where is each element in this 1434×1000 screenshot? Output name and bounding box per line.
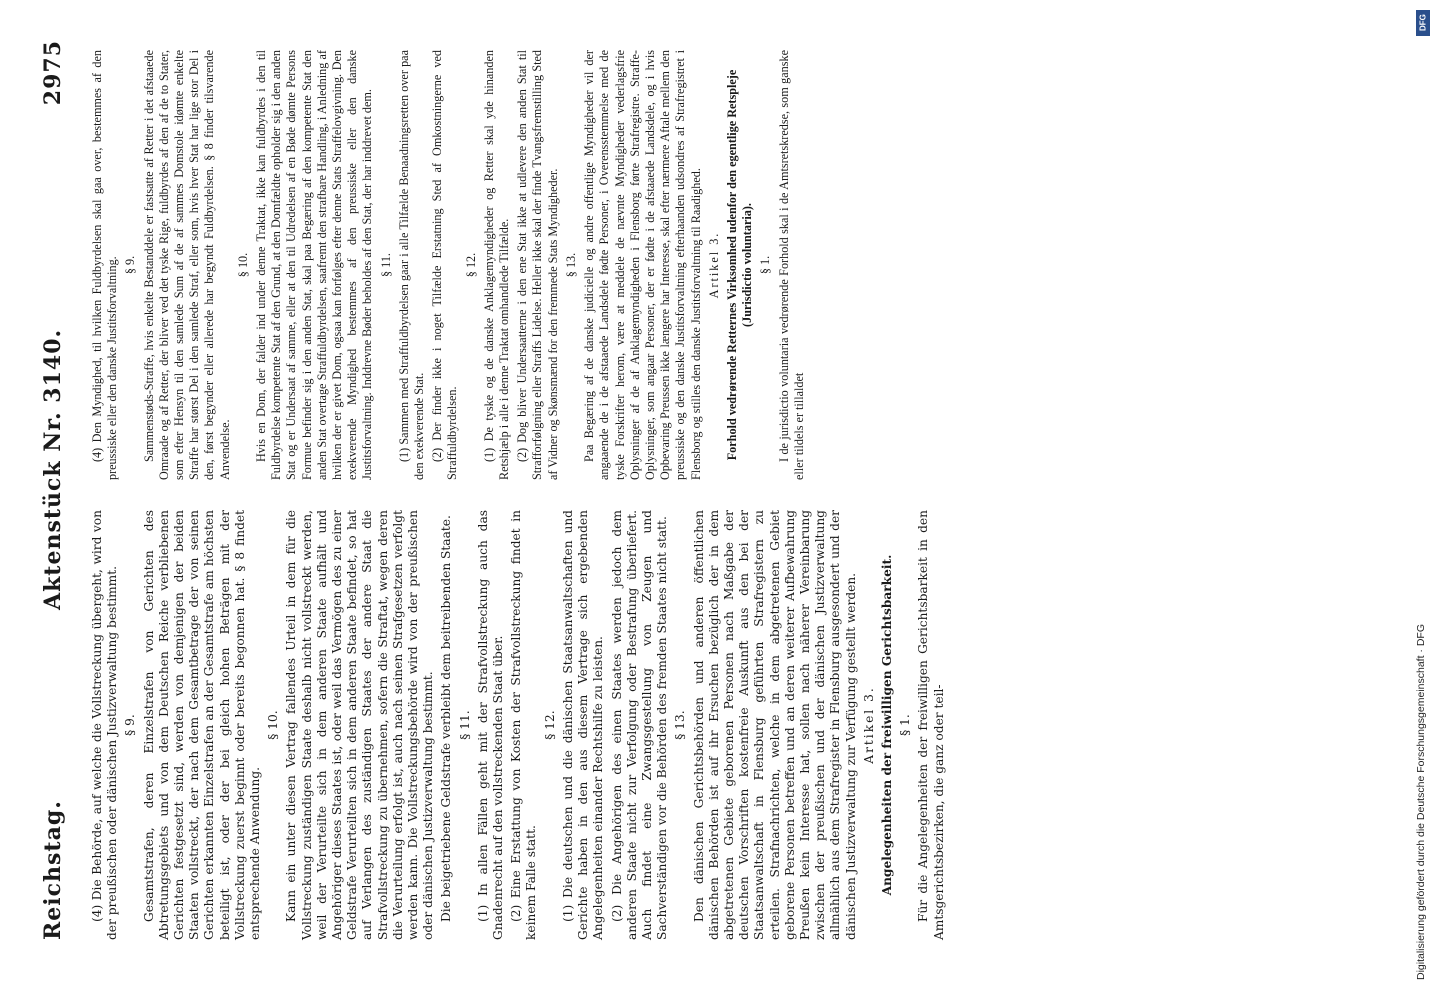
danish-column — [90, 50, 810, 480]
danish-paragraph: (4) Den Myndighed, til hvilken Fuldbyrdelsen skal gaa over, bestemmes af den preussiske eller den danske Justitsforvaltning. — [90, 50, 120, 480]
german-paragraph: Kann ein unter diesen Vertrag fallendes Urteil in dem für die Vollstreckung zuständigen Staate deshalb nicht vollstreckt werden, weil der Verurteilte sich in dem anderen Staate aufhält und Angehöriger dieses Staates ist, oder weil das Vermögen des zu einer Geldstrafe Verurteilten sich in dem anderen Staate befindet, so hat auf Verlangen des zuständigen Staates der andere Staat die Strafvollstreckung zu übernehmen, sofern die Straftat, wegen deren die Verurteilung erfolgt ist, auch nach seinen Strafgesetzen verfolgt werden kann. Die Vollstreckungsbehörde wird von der preußischen oder dänischen Justizverwaltung bestimmt. — [284, 510, 436, 940]
german-paragraph: Für die Angelegenheiten der freiwilligen Gerichtsbarkeit in den Amtsgerichtsbezirken, die ganz oder teil- — [916, 510, 946, 940]
german-section-heading: § 1. — [898, 714, 913, 736]
danish-section-heading: § 10. — [235, 252, 250, 278]
german-paragraph: Gesamtstrafen, deren Einzelstrafen von Gerichten des Abtretungsgebiets und von dem Deutschen Reiche verbliebenen Gerichten festgesetzt sind, werden von demjenigen der beiden Staaten vollstreckt, der nach dem Gesamtbetrage der von seinen Gerichten erkannten Einzelstrafen an der Gesamtstrafe am höchsten beteiligt ist, oder der bei gleich hohen Beträgen mit der Vollstreckung zuerst beginnt oder bereits begonnen hat. § 8 findet entsprechende Anwendung. — [141, 510, 263, 940]
german-paragraph: (1) Die deutschen und die dänischen Staatsanwaltschaften und Gerichte haben in den aus diesem Vertrage sich ergebenden Angelegenheiten einander Rechtshilfe zu leisten. — [560, 510, 606, 940]
german-section-heading: § 12. — [542, 710, 557, 740]
page-number: 2975 — [40, 40, 66, 106]
danish-paragraph: Sammenstøds-Straffe, hvis enkelte Bestanddele er fastsatte af Retter i det afstaaede Omraade og af Retter, der bliver ved det tyske Rige, fuldbyrdes af den af de to Stater, som efter Hensyn til den samlede Sum af de af sammes Domstole idømte enkelte Straffe har størst Del i den samlede Straf, eller som, hvis hver Stat har lige stor Del i den, først begynder eller allerede har begyndt Fuldbyrdelsen. § 8 finder tilsvarende Anvendelse. — [141, 50, 232, 480]
german-paragraph: Die beigetriebene Geldstrafe verbleibt dem beitreibenden Staate. — [439, 515, 454, 922]
german-paragraph: (2) Die Angehörigen des einen Staates werden jedoch dem anderen Staate nicht zur Verfolgung oder Bestrafung überliefert. Auch findet eine Zwangsgestellung von Zeugen und Sachverständigen vor die Behörden des fremden Staates nicht statt. — [609, 510, 670, 940]
digitization-note — [1412, 20, 1430, 980]
danish-paragraph: (1) De tyske og de danske Anklagemyndigheder og Retter skal yde hinanden Retshjælp i alle i denne Traktat omhandlede Tilfælde. — [481, 50, 512, 480]
german-section-heading: § 11. — [457, 710, 472, 740]
dfg-logo-icon: DFG — [1416, 10, 1430, 36]
german-section-heading: § 10. — [266, 710, 281, 740]
german-paragraph: (4) Die Behörde, auf welche die Vollstreckung übergeht, wird von der preußischen oder dänischen Justizverwaltung bestimmt. — [90, 510, 120, 940]
danish-paragraph: I de jurisdictio voluntaria vedrørende Forhold skal i de Amtsretskredse, som ganske eller tildels er tillaldet — [776, 50, 806, 480]
danish-paragraph: (1) Sammen med Straffuldbyrdelsen gaar i alle Tilfælde Benaadningsretten over paa den exekverende Stat. — [396, 50, 427, 480]
german-paragraph: Den dänischen Gerichtsbehörden und anderen öffentlichen dänischen Behörden ist auf ihr Ersuchen bezüglich der in dem abgetretenen Gebiete geborenen Personen nach Maßgabe der deutschen Vorschriften kostenfreie Auskunft aus den bei der Staatsanwaltschaft in Flensburg geführten Strafregistern zu erteilen. Strafnachrichten, welche in dem abgetretenen Gebiet geborene Personen betreffen und an deren weiterer Aufbewahrung Preußen kein Interesse hat, sollen nach näherer Vereinbarung zwischen der preußischen und der dänischen Justizverwaltung allmählich aus dem Strafregister in Flensburg ausgesondert und der dänischen Justizverwaltung zur Verfügung gestellt werden. — [691, 510, 858, 940]
danish-section-heading: § 1. — [758, 255, 773, 275]
german-section-heading: § 13. — [673, 710, 688, 740]
german-section-heading: § 9. — [123, 714, 138, 736]
header-aktenstueck: Aktenstück Nr. 3140. — [40, 328, 66, 610]
danish-paragraph: Paa Begæring af de danske judicielle og andre offentlige Myndigheder vil der angaaende de i de afstaaede Landsdele fødte Personer, i Overensstemmelse med de tyske Forskrifter herom, være at meddele de nævnte Myndigheder vederlagsfrie Oplysninger af de af Anklagemyndigheden i Flensborg førte Strafregistre. Straffe-Oplysninger, som angaar Personer, der er fødte i de afstaaede Landsdele, og i hvis Opbevaring Preussen ikke længere har Interesse, skal efter nærmere Aftale mellem den preussiske og den danske Justitsforvaltning efterhaanden udsondres af Strafregistret i Flensborg og stilles den danske Justitsforvaltning til Raadighed. — [582, 50, 703, 480]
danish-section-heading: § 11. — [378, 253, 393, 277]
german-article-heading: Artikel 3. — [861, 686, 876, 764]
danish-article-heading: Artikel 3. — [706, 231, 721, 299]
danish-section-heading: § 9. — [123, 255, 138, 275]
digitization-note-text: Digitalisierung gefördert durch die Deutsche Forschungsgemeinschaft · DFG — [1415, 623, 1427, 980]
danish-section-heading: § 13. — [563, 252, 578, 278]
danish-paragraph: (2) Der finder ikke i noget Tilfælde Erstatning Sted af Omkostningerne ved Straffuldbyrdelsen. — [430, 50, 460, 480]
german-paragraph: (2) Eine Erstattung von Kosten der Strafvollstreckung findet in keinem Falle statt. — [509, 510, 539, 940]
danish-paragraph: Hvis en Dom, der falder ind under denne Traktat, ikke kan fuldbyrdes i den til Fuldbyrdelse kompetente Stat af den Grund, at den Domfældte opholder sig i den anden Stat og er Undersaat af samme, eller at den til Udredelsen af en Bøde dømte Persons Formue befinder sig i den anden Stat, skal paa Begæring af den kompetente Stat den anden Stat overtage Straffuldbyrdelsen, saafremt den strafbare Handling, i Anledning af hvilken der er givet Dom, ogsaa kan forfølges efter denne Stats Straffelovgivning. Den exekverende Myndighed bestemmes af den preussiske eller den danske Justitsforvaltning. Inddrevne Bøder beholdes af den Stat, der har inddrevet dem. — [254, 50, 375, 480]
danish-article-title: Forhold vedrørende Retternes Virksomhed udenfor den egentlige Retspleje (Jurisdictio voluntaria). — [724, 69, 755, 461]
german-article-title: Angelegenheiten der freiwilligen Gerichtsbarkeit. — [879, 554, 894, 896]
page-header — [40, 40, 80, 940]
header-reichstag: Reichstag. — [40, 800, 66, 940]
danish-section-heading: § 12. — [463, 252, 478, 278]
danish-paragraph: (2) Dog bliver Undersaatterne i den ene Stat ikke at udlevere den anden Stat til Strafforfølgning eller Straffs Lidelse. Heller ikke skal der finde Tvangsfremstilling Sted af Vidner og Skønsmænd for den fremmede Stats Myndigheder. — [515, 50, 560, 480]
german-column — [90, 510, 950, 940]
german-paragraph: (1) In allen Fällen geht mit der Strafvollstreckung auch das Gnadenrecht auf den vollstreckenden Staat über. — [475, 510, 506, 940]
